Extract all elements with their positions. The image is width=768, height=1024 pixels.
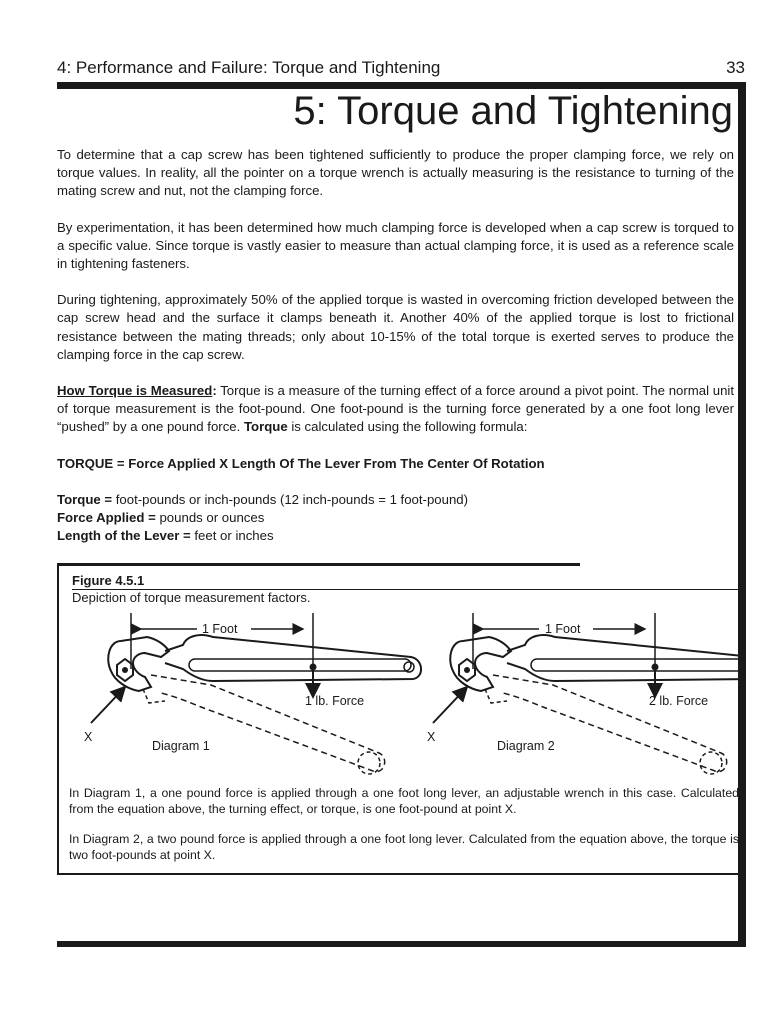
diagram-2-name: Diagram 2 [497, 739, 555, 753]
page-number: 33 [726, 58, 745, 77]
how-torque-measured-paragraph: How Torque is Measured: Torque is a measure of the turning effect of a force around a pivot point. The normal unit of torque measurement is the foot-pound. One foot-pound is the turning force generated by a one foot long lever “pushed” by a one pound force. Torque is calculated using the following formula: [57, 383, 734, 435]
paragraph: During tightening, approximately 50% of the applied torque is wasted in overcoming friction developed between the cap screw head and the surface it clamps beneath it. Another 40% of the applied torque is lost to frictional resistance between the mating threads; only about 10-15% of the total torque is exerted serves to produce the clamping force in the cap screw. [57, 292, 734, 362]
figure-diagrams [59, 565, 742, 785]
page-title: 5: Torque and Tightening [293, 89, 733, 133]
diagram-2-dimension: 1 Foot [545, 622, 581, 636]
definition-force: Force Applied = pounds or ounces [57, 510, 265, 526]
diagram-1 [91, 613, 421, 774]
caption-diagram-1: In Diagram 1, a one pound force is applied through a one foot long lever, an adjustable wrench in this case. Calculated from the equation above, the turning effect, or torque, is one foot-pound at point X. [69, 786, 739, 816]
running-title: 4: Performance and Failure: Torque and Tightening [57, 58, 441, 77]
paragraph: To determine that a cap screw has been tightened sufficiently to produce the proper clamping force, we rely on torque values. In reality, all the pointer on a torque wrench is actually measuring is the resistance to turning of the mating screw and nut, not the clamping force. [57, 147, 734, 199]
paragraph: By experimentation, it has been determined how much clamping force is developed when a cap screw is torqued to a specific value. Since torque is vastly easier to measure than actual clamping force, it is used as a reference scale in tightening fasteners. [57, 219, 734, 272]
definitions-list [57, 491, 734, 546]
caption-diagram-2: In Diagram 2, a two pound force is applied through a one foot long lever. Calculated from the equation above, the torque is two foot-pounds at point X. [69, 832, 739, 862]
diagram-1-point: X [84, 730, 93, 744]
figure-box [57, 565, 740, 875]
diagram-1-dimension: 1 Foot [202, 622, 238, 636]
figure-label: Figure 4.5.1 [72, 573, 145, 588]
figure-caption [69, 785, 739, 877]
definition-torque: Torque = foot-pounds or inch-pounds (12 inch-pounds = 1 foot-pound) [57, 491, 469, 507]
torque-formula: TORQUE = Force Applied X Length Of The Lever From The Center Of Rotation [57, 455, 545, 471]
diagram-1-name: Diagram 1 [152, 739, 210, 753]
diagram-1-force: 1 lb. Force [305, 694, 365, 708]
body-text [57, 146, 734, 545]
diagram-2-force: 2 lb. Force [649, 694, 709, 708]
figure-description: Depiction of torque measurement factors. [72, 590, 311, 605]
bottom-rule [57, 941, 746, 947]
definition-lever: Length of the Lever = feet or inches [57, 528, 274, 544]
running-header [57, 58, 745, 78]
diagram-2-point: X [427, 730, 436, 744]
section-heading: How Torque is Measured [57, 383, 213, 399]
